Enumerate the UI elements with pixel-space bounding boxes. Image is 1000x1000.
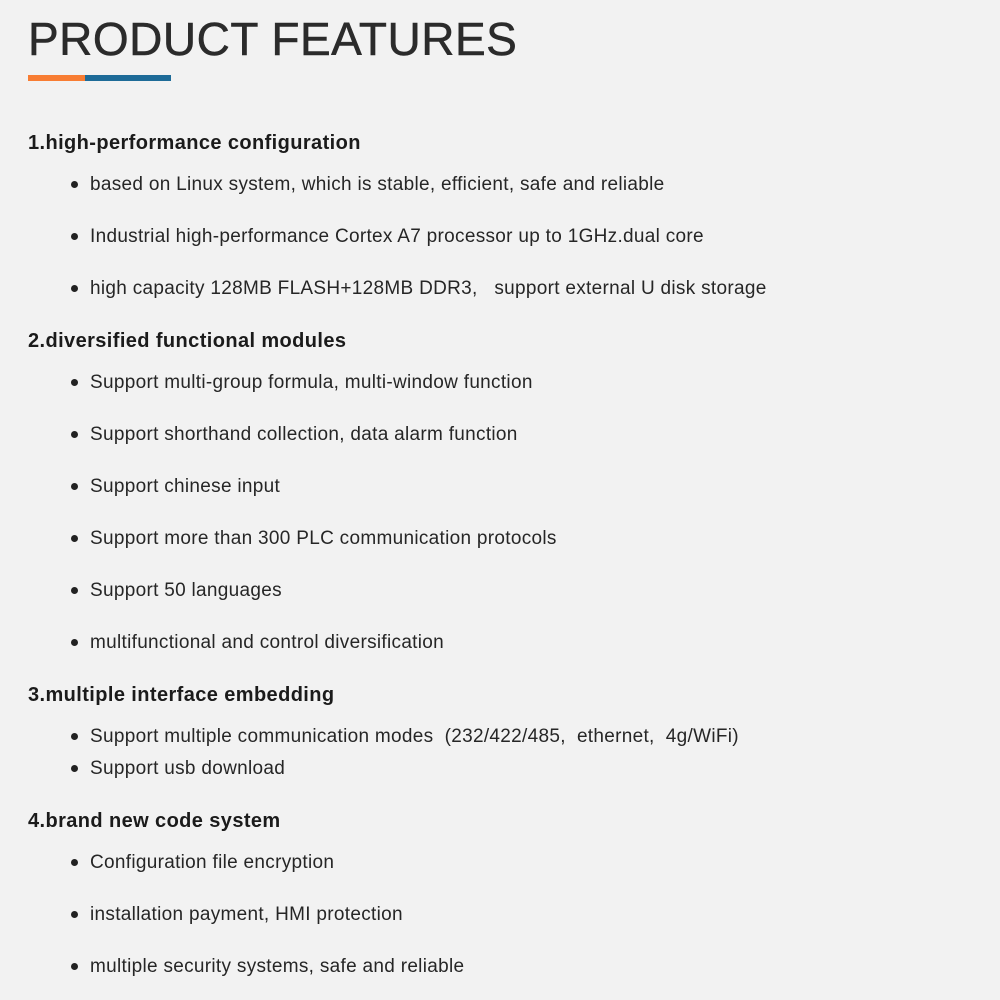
bullet-dot: [71, 587, 78, 594]
bullet-text: Support chinese input: [90, 476, 281, 497]
bullet-dot: [71, 379, 78, 386]
bullet-list: [28, 850, 970, 980]
bullet-dot: [71, 765, 78, 772]
underline-orange-segment: [28, 75, 85, 81]
bullet-item: [28, 526, 970, 552]
feature-section: [28, 130, 970, 302]
bullet-text: Support multi-group formula, multi-window function: [90, 372, 533, 393]
bullet-dot: [71, 181, 78, 188]
bullet-item: [28, 422, 970, 448]
bullet-text: Support usb download: [90, 758, 286, 779]
bullet-dot: [71, 285, 78, 292]
title-underline: [28, 75, 171, 81]
bullet-item: [28, 370, 970, 396]
bullet-item: [28, 902, 970, 928]
bullet-text: multiple security systems, safe and reliable: [90, 956, 465, 977]
bullet-item: [28, 630, 970, 656]
bullet-text: multifunctional and control diversification: [90, 632, 445, 653]
bullet-item: [28, 850, 970, 876]
bullet-dot: [71, 859, 78, 866]
bullet-list: [28, 172, 970, 302]
bullet-dot: [71, 233, 78, 240]
bullet-dot: [71, 639, 78, 646]
bullet-item: [28, 954, 970, 980]
underline-blue-segment: [85, 75, 171, 81]
bullet-item: [28, 474, 970, 500]
bullet-text: high capacity 128MB FLASH+128MB DDR3, support external U disk storage: [90, 278, 767, 299]
bullet-list: [28, 724, 970, 782]
feature-section: [28, 808, 970, 980]
bullet-item: [28, 578, 970, 604]
bullet-text: Support 50 languages: [90, 580, 282, 601]
feature-section: [28, 328, 970, 656]
bullet-dot: [71, 733, 78, 740]
section-heading: 3.multiple interface embedding: [28, 684, 335, 706]
bullet-text: Industrial high-performance Cortex A7 processor up to 1GHz.dual core: [90, 226, 704, 247]
bullet-dot: [71, 963, 78, 970]
bullet-item: [28, 276, 970, 302]
bullet-item: [28, 172, 970, 198]
bullet-item: [28, 756, 970, 782]
bullet-text: based on Linux system, which is stable, efficient, safe and reliable: [90, 174, 665, 195]
section-heading: 2.diversified functional modules: [28, 330, 347, 352]
bullet-text: Support shorthand collection, data alarm function: [90, 424, 518, 445]
feature-sections: [28, 130, 970, 980]
bullet-dot: [71, 483, 78, 490]
bullet-text: installation payment, HMI protection: [90, 904, 403, 925]
bullet-dot: [71, 911, 78, 918]
bullet-list: [28, 370, 970, 656]
feature-section: [28, 682, 970, 782]
section-heading: 4.brand new code system: [28, 810, 281, 832]
section-heading: 1.high-performance configuration: [28, 132, 361, 154]
page-title: PRODUCT FEATURES: [28, 13, 518, 65]
bullet-text: Support multiple communication modes (232/422/485, ethernet, 4g/WiFi): [90, 726, 739, 747]
bullet-text: Configuration file encryption: [90, 852, 335, 873]
bullet-dot: [71, 535, 78, 542]
bullet-item: [28, 224, 970, 250]
bullet-dot: [71, 431, 78, 438]
bullet-text: Support more than 300 PLC communication protocols: [90, 528, 557, 549]
bullet-item: [28, 724, 970, 750]
